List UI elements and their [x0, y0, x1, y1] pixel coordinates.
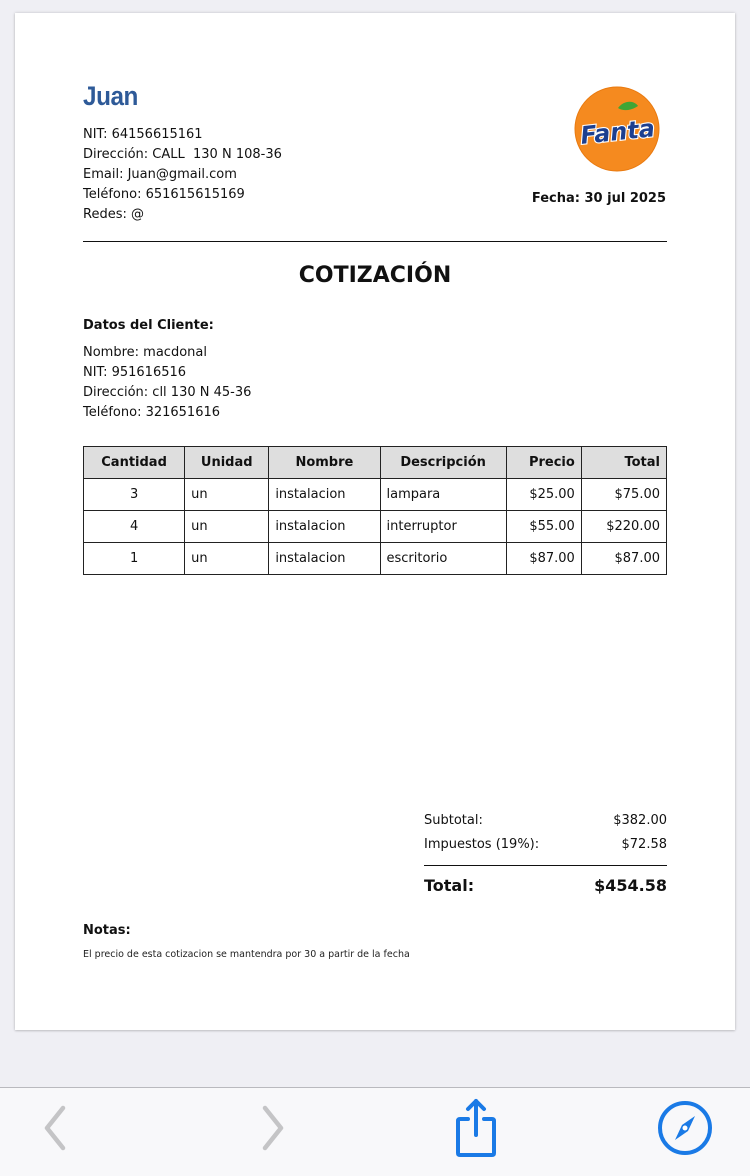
- totals-block: [424, 810, 667, 901]
- client-address: Dirección: cll 130 N 45-36: [83, 385, 252, 400]
- cell-nombre: instalacion: [269, 479, 380, 511]
- cell-total: $75.00: [581, 479, 666, 511]
- notes-heading: Notas:: [83, 923, 131, 938]
- document-page: [15, 13, 735, 1030]
- document-title: COTIZACIÓN: [298, 263, 452, 288]
- company-nit: NIT: 64156615161: [83, 127, 203, 142]
- tax-row: [424, 834, 667, 858]
- header-unidad: Unidad: [185, 447, 269, 479]
- table-header-row: [84, 447, 667, 479]
- header-descripcion: Descripción: [380, 447, 506, 479]
- cell-descripcion: escritorio: [380, 543, 506, 575]
- company-info: [83, 125, 282, 225]
- total-label: Total:: [424, 876, 475, 895]
- cell-unidad: un: [185, 543, 269, 575]
- header-nombre: Nombre: [269, 447, 380, 479]
- subtotal-value: $382.00: [613, 813, 667, 828]
- client-info: [83, 343, 251, 423]
- table-row: [84, 543, 667, 575]
- subtotal-row: [424, 810, 667, 834]
- table-row: [84, 511, 667, 543]
- share-button[interactable]: [448, 1102, 504, 1158]
- subtotal-label: Subtotal:: [424, 813, 483, 828]
- header-total: Total: [581, 447, 666, 479]
- cell-cantidad: 4: [84, 511, 185, 543]
- client-phone: Teléfono: 321651616: [83, 405, 221, 420]
- cell-precio: $55.00: [506, 511, 581, 543]
- bottom-toolbar: [0, 1087, 750, 1176]
- client-nit: NIT: 951616516: [83, 365, 187, 380]
- cell-descripcion: lampara: [380, 479, 506, 511]
- header-precio: Precio: [506, 447, 581, 479]
- cell-cantidad: 1: [84, 543, 185, 575]
- open-in-browser-button[interactable]: [657, 1102, 713, 1158]
- cell-cantidad: 3: [84, 479, 185, 511]
- company-address: Dirección: CALL 130 N 108-36: [83, 147, 282, 162]
- tax-value: $72.58: [621, 837, 667, 852]
- cell-precio: $25.00: [506, 479, 581, 511]
- quote-date: Fecha: 30 jul 2025: [531, 191, 666, 206]
- cell-total: $220.00: [581, 511, 666, 543]
- cell-descripcion: interruptor: [380, 511, 506, 543]
- cell-precio: $87.00: [506, 543, 581, 575]
- cell-total: $87.00: [581, 543, 666, 575]
- company-name: Juan: [83, 81, 138, 111]
- chevron-left-icon: [41, 1104, 71, 1156]
- svg-text:Fanta: Fanta: [579, 114, 657, 150]
- company-social: Redes: @: [83, 207, 144, 222]
- cell-nombre: instalacion: [269, 511, 380, 543]
- chevron-right-icon: [257, 1104, 287, 1156]
- cell-unidad: un: [185, 511, 269, 543]
- totals-divider: [424, 865, 667, 866]
- header-cantidad: Cantidad: [84, 447, 185, 479]
- fanta-logo-icon: [574, 86, 660, 172]
- items-table: [83, 446, 667, 575]
- cell-unidad: un: [185, 479, 269, 511]
- compass-icon: [657, 1100, 713, 1160]
- company-phone: Teléfono: 651615615169: [83, 187, 245, 202]
- notes-text: El precio de esta cotizacion se mantendra por 30 a partir de la fecha: [83, 949, 410, 960]
- share-icon: [451, 1097, 501, 1163]
- client-name: Nombre: macdonal: [83, 345, 207, 360]
- table-row: [84, 479, 667, 511]
- company-email: Email: Juan@gmail.com: [83, 167, 237, 182]
- back-button[interactable]: [28, 1102, 84, 1158]
- client-heading: Datos del Cliente:: [83, 318, 214, 333]
- grand-total-row: [424, 871, 667, 901]
- header-divider: [83, 241, 667, 242]
- forward-button[interactable]: [244, 1102, 300, 1158]
- total-value: $454.58: [594, 876, 667, 895]
- cell-nombre: instalacion: [269, 543, 380, 575]
- tax-label: Impuestos (19%):: [424, 837, 540, 852]
